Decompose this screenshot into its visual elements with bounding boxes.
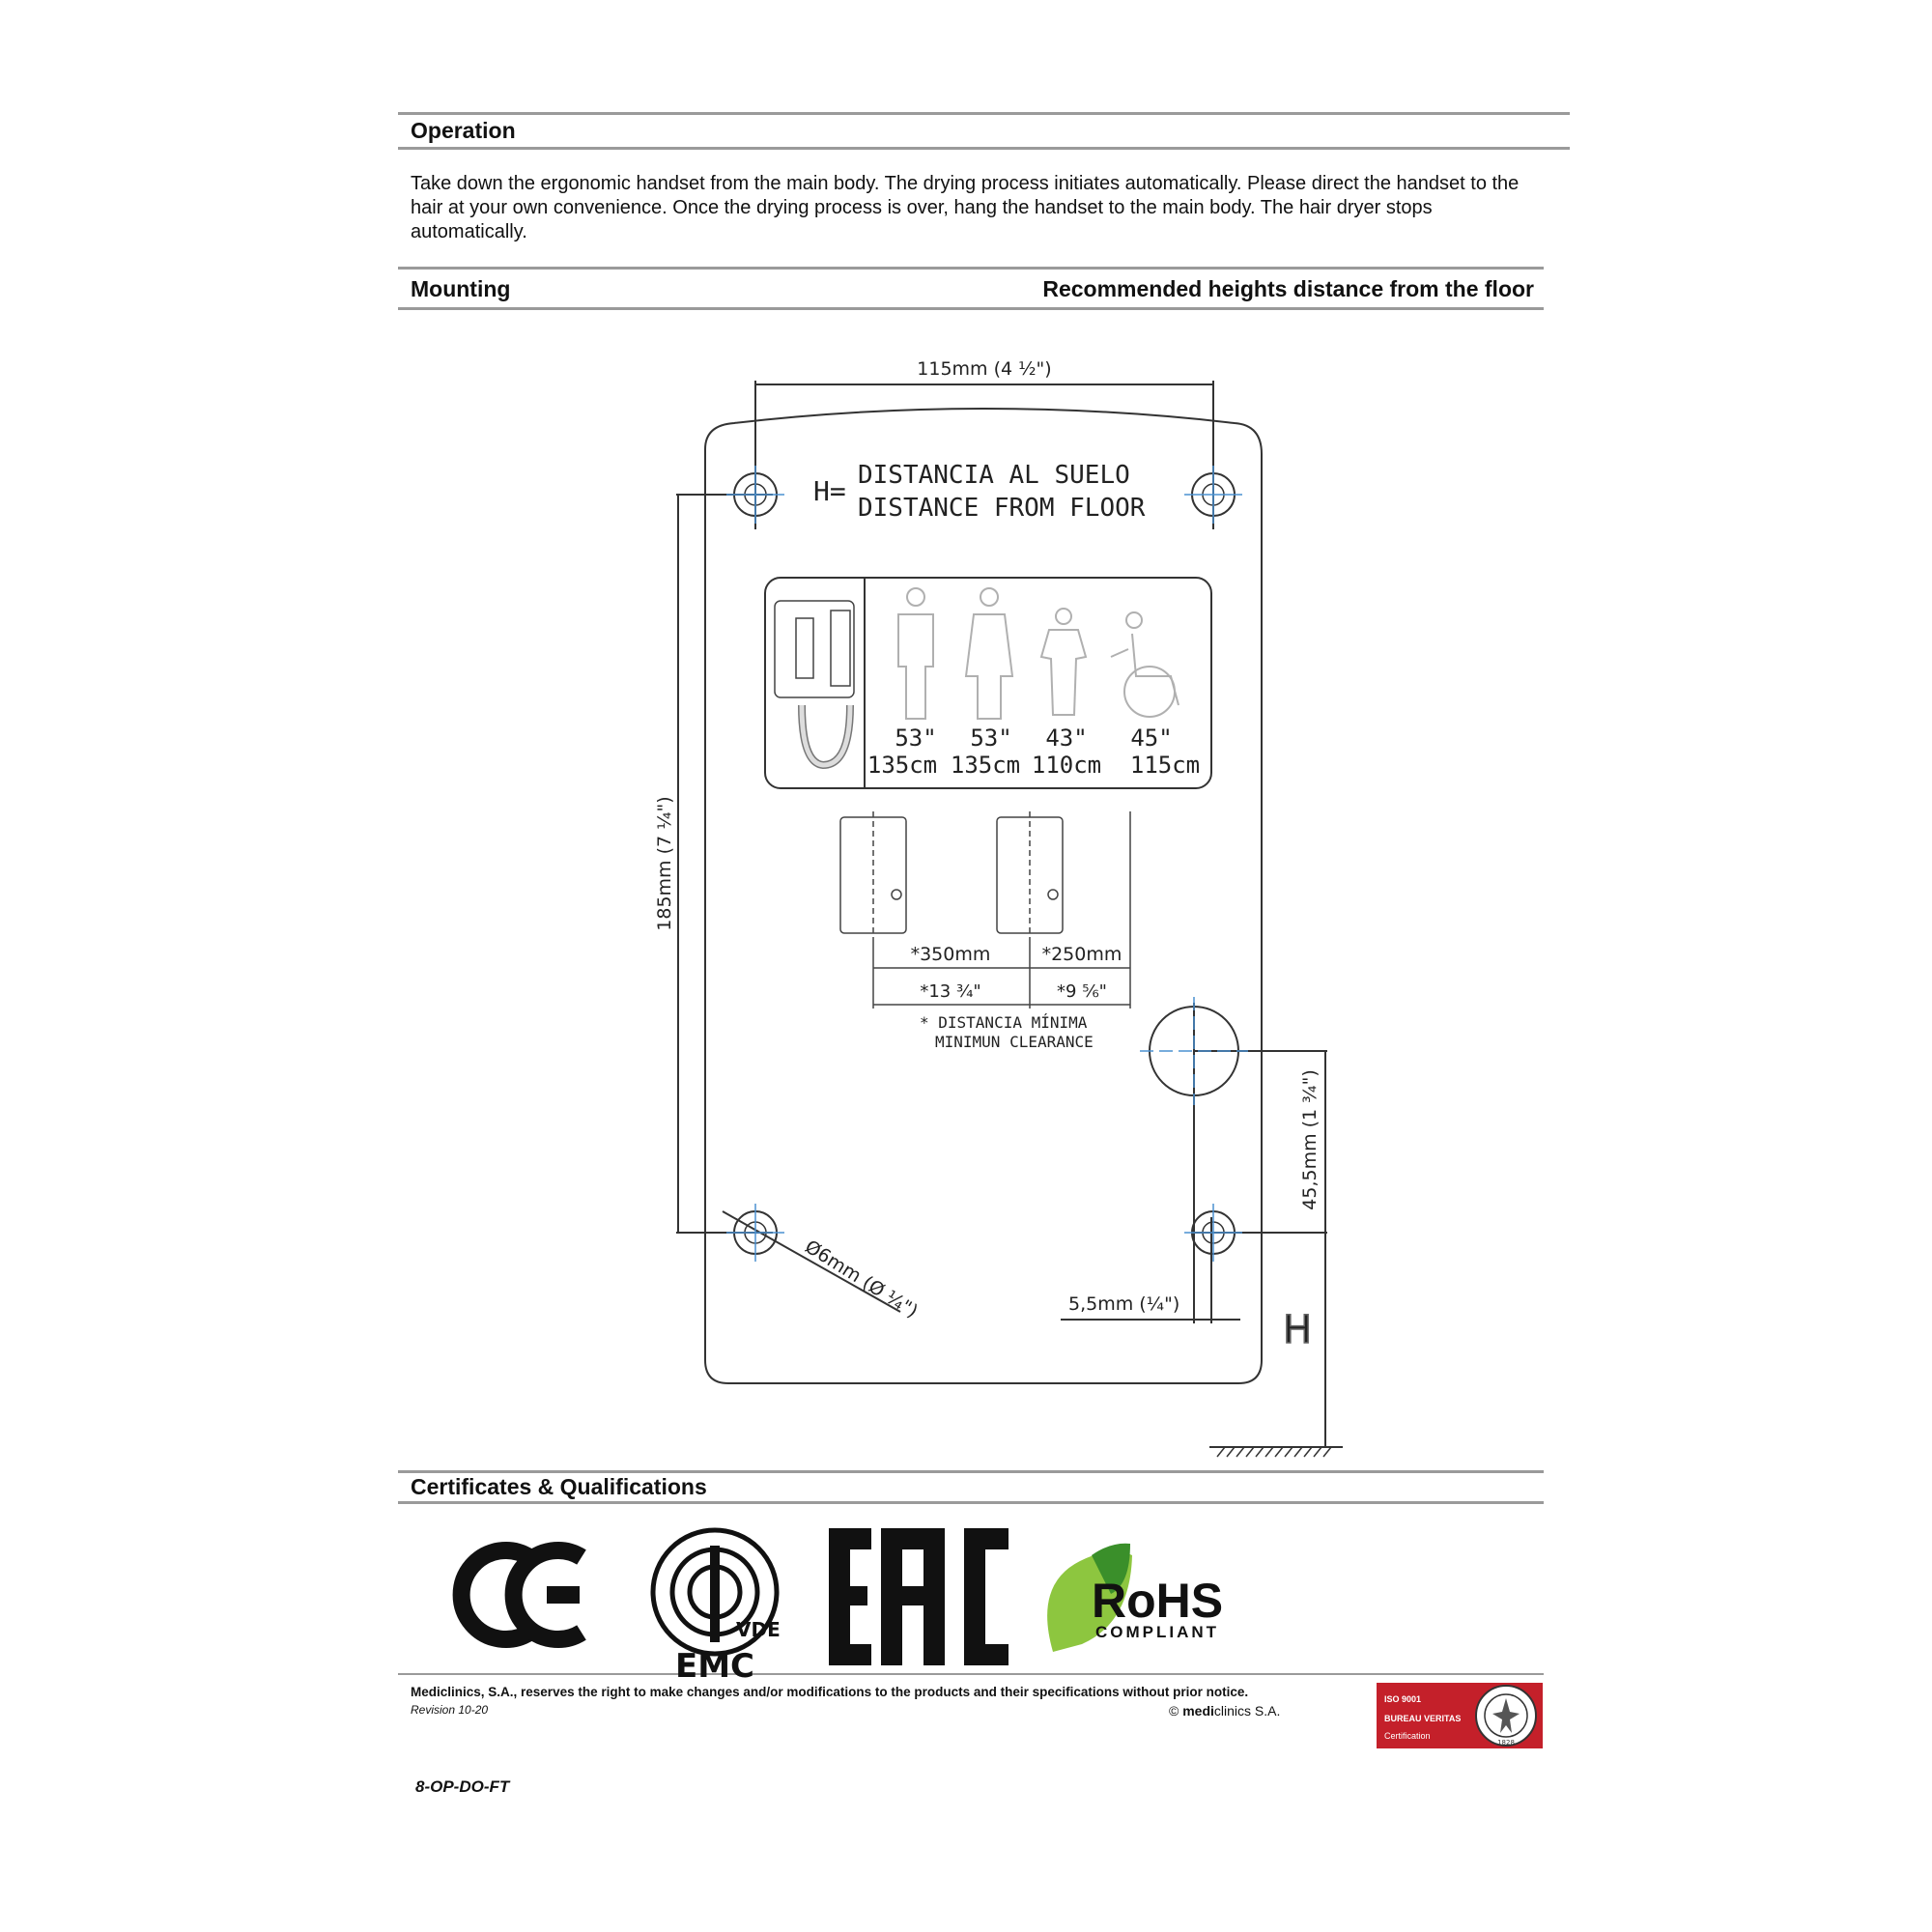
height-cm-3: 110cm — [1031, 752, 1102, 779]
rohs-label: RoHS — [1092, 1574, 1224, 1628]
height-inch-1: 53" — [895, 724, 937, 752]
badge-line-2: BUREAU VERITAS — [1384, 1714, 1462, 1723]
height-inch-3: 43" — [1045, 724, 1088, 752]
clearance-2-mm: *250mm — [1041, 944, 1122, 965]
height-cm-4: 115cm — [1129, 752, 1201, 779]
clearance-2-in: *9 ⅚" — [1057, 981, 1107, 1002]
plate-line-1: DISTANCIA AL SUELO — [858, 461, 1130, 490]
bureau-veritas-badge — [1377, 1683, 1543, 1748]
edge-dimension: 5,5mm (¼") — [1068, 1293, 1180, 1315]
copyright — [1169, 1703, 1280, 1719]
floor-height-label: H — [1283, 1308, 1313, 1352]
footer-notice: Mediclinics, S.A., reserves the right to make changes and/or modifications to the products and their specifications without prior notice. — [411, 1685, 1249, 1699]
mounting-subtitle: Recommended heights distance from the floor — [1042, 276, 1534, 301]
width-dimension: 115mm (4 ½") — [917, 358, 1052, 380]
height-inch-4: 45" — [1130, 724, 1173, 752]
emc-label: EMC — [674, 1647, 755, 1686]
plate-line-2: DISTANCE FROM FLOOR — [858, 494, 1146, 523]
certificates-title: Certificates & Qualifications — [411, 1474, 707, 1499]
badge-line-1: ISO 9001 — [1384, 1694, 1422, 1704]
eac-logo — [829, 1528, 1009, 1665]
mounting-title: Mounting — [411, 276, 511, 301]
compliant-label: COMPLIANT — [1095, 1623, 1220, 1641]
copyright-prefix: © — [1169, 1703, 1183, 1719]
plate-prefix: H= — [813, 475, 846, 507]
operation-title: Operation — [411, 118, 516, 143]
badge-line-3: Certification — [1384, 1731, 1431, 1741]
height-dimension: 185mm (7 ¼") — [654, 796, 675, 931]
clearance-note-1: * DISTANCIA MÍNIMA — [920, 1013, 1088, 1032]
clearance-1-in: *13 ¾" — [920, 981, 981, 1002]
bureau-veritas-seal-icon — [1473, 1683, 1539, 1748]
height-cm-2: 135cm — [950, 752, 1021, 779]
clearance-1-mm: *350mm — [910, 944, 991, 965]
offset-dimension: 45,5mm (1 ¾") — [1299, 1069, 1321, 1210]
vde-emc-logo — [653, 1530, 781, 1686]
height-inch-2: 53" — [970, 724, 1012, 752]
copyright-brand-bold: medi — [1182, 1703, 1214, 1719]
ce-logo — [462, 1550, 582, 1639]
revision-label: Revision 10-20 — [411, 1703, 489, 1717]
copyright-brand-rest: clinics S.A. — [1213, 1703, 1281, 1719]
vde-label: VDE — [736, 1618, 781, 1641]
operation-text: Take down the ergonomic handset from the main body. The drying process initiates automatically. Please direct the handset to the hair at your own convenience. Once the drying process is over, hang the handset to the main body. The hair dryer stops automatically. — [411, 173, 1520, 242]
badge-year: 1828 — [1497, 1739, 1515, 1747]
clearance-note-2: MINIMUN CLEARANCE — [935, 1033, 1094, 1051]
document-code: 8-OP-DO-FT — [415, 1777, 510, 1796]
rohs-logo — [1047, 1544, 1223, 1652]
height-cm-1: 135cm — [867, 752, 938, 779]
hole-diameter-dimension: Ø6mm (Ø ¼") — [801, 1236, 922, 1322]
